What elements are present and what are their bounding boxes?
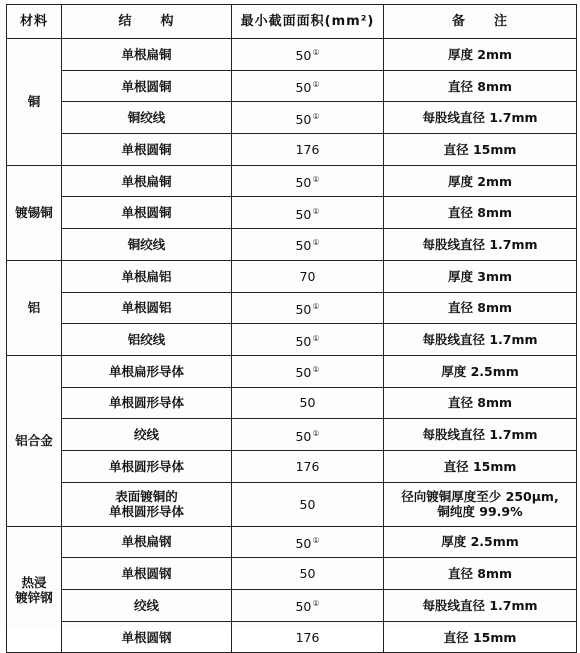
min-area-value: 50: [295, 535, 312, 551]
structure-cell: 铝绞线: [62, 324, 232, 356]
table-row: [7, 165, 577, 197]
min-area-cell: [232, 39, 384, 71]
min-area-cell: [232, 134, 384, 166]
footnote-mark: ①: [312, 175, 320, 185]
min-area-value: 50: [295, 175, 312, 191]
remark-cell: 直径 15mm: [384, 134, 577, 166]
remark-cell: 厚度 2mm: [384, 39, 577, 71]
remark-cell: 每股线直径 1.7mm: [384, 102, 577, 134]
min-area-value: 50: [299, 395, 316, 411]
structure-cell: 单根圆铝: [62, 292, 232, 324]
material-cell: 铜: [7, 39, 62, 166]
min-area-value: 50: [295, 238, 312, 254]
min-area-value: 50: [295, 428, 312, 444]
min-area-cell: [232, 355, 384, 387]
header-structure: 结 构: [62, 5, 232, 39]
min-area-cell: [232, 292, 384, 324]
min-area-value: 50: [295, 206, 312, 222]
remark-cell: 直径 15mm: [384, 621, 577, 653]
remark-cell: 每股线直径 1.7mm: [384, 590, 577, 622]
table-row: [7, 387, 577, 419]
table-row: [7, 558, 577, 590]
table-row: [7, 450, 577, 482]
min-area-value: 50: [299, 566, 316, 582]
structure-cell: 单根圆钢: [62, 621, 232, 653]
min-area-cell: [232, 70, 384, 102]
footnote-mark: ①: [312, 428, 320, 438]
remark-cell: 直径 15mm: [384, 450, 577, 482]
min-area-cell: [232, 197, 384, 229]
min-area-value: 50: [295, 365, 312, 381]
remark-cell: 厚度 2.5mm: [384, 355, 577, 387]
structure-cell: 单根圆铜: [62, 197, 232, 229]
structure-cell: 单根圆钢: [62, 558, 232, 590]
min-area-value: 176: [295, 141, 320, 157]
remark-cell: 直径 8mm: [384, 197, 577, 229]
structure-cell: 表面镀铜的 单根圆形导体: [62, 482, 232, 526]
material-cell: 铝合金: [7, 355, 62, 526]
min-area-cell: [232, 526, 384, 558]
table-row: [7, 229, 577, 261]
header-remark: 备 注: [384, 5, 577, 39]
remark-cell: 厚度 2mm: [384, 165, 577, 197]
min-area-value: 50: [295, 80, 312, 96]
min-area-cell: [232, 387, 384, 419]
structure-cell: 单根扁铝: [62, 260, 232, 292]
structure-cell: 单根圆铜: [62, 134, 232, 166]
structure-cell: 绞线: [62, 590, 232, 622]
table-row: [7, 197, 577, 229]
min-area-value: 50: [295, 48, 312, 64]
header-material: 材料: [7, 5, 62, 39]
footnote-mark: ①: [312, 301, 320, 311]
footnote-mark: ①: [312, 48, 320, 58]
min-area-cell: [232, 558, 384, 590]
remark-cell: 径向镀铜厚度至少 250μm, 铜纯度 99.9%: [384, 482, 577, 526]
min-area-value: 70: [299, 268, 316, 284]
structure-cell: 铜绞线: [62, 102, 232, 134]
header-min-area: 最小截面面积(mm²): [232, 5, 384, 39]
structure-cell: 单根扁铜: [62, 165, 232, 197]
min-area-cell: [232, 324, 384, 356]
table-row: [7, 292, 577, 324]
remark-cell: 直径 8mm: [384, 387, 577, 419]
structure-cell: 单根圆形导体: [62, 450, 232, 482]
structure-cell: 单根扁形导体: [62, 355, 232, 387]
min-area-cell: [232, 621, 384, 653]
remark-cell: 直径 8mm: [384, 558, 577, 590]
structure-cell: 单根圆铜: [62, 70, 232, 102]
table-row: [7, 260, 577, 292]
min-area-value: 50: [295, 333, 312, 349]
table-row: [7, 39, 577, 71]
structure-cell: 单根圆形导体: [62, 387, 232, 419]
min-area-cell: [232, 450, 384, 482]
structure-cell: 单根扁铜: [62, 39, 232, 71]
footnote-mark: ①: [312, 80, 320, 90]
remark-cell: 每股线直径 1.7mm: [384, 324, 577, 356]
min-area-value: 176: [295, 629, 320, 645]
material-cell: 镀锡铜: [7, 165, 62, 260]
min-area-value: 50: [295, 301, 312, 317]
conductor-spec-table: [6, 4, 577, 653]
min-area-cell: [232, 482, 384, 526]
footnote-mark: ①: [312, 238, 320, 248]
table-row: [7, 70, 577, 102]
structure-cell: 单根扁钢: [62, 526, 232, 558]
footnote-mark: ①: [312, 535, 320, 545]
min-area-cell: [232, 165, 384, 197]
table-row: [7, 621, 577, 653]
table-row: [7, 526, 577, 558]
remark-cell: 厚度 3mm: [384, 260, 577, 292]
min-area-cell: [232, 590, 384, 622]
min-area-cell: [232, 229, 384, 261]
table-row: [7, 355, 577, 387]
min-area-value: 176: [295, 458, 320, 474]
structure-cell: 绞线: [62, 419, 232, 451]
material-cell: 热浸 镀锌钢: [7, 526, 62, 653]
material-cell: 铝: [7, 260, 62, 355]
remark-cell: 每股线直径 1.7mm: [384, 419, 577, 451]
footnote-mark: ①: [312, 599, 320, 609]
footnote-mark: ①: [312, 206, 320, 216]
remark-cell: 直径 8mm: [384, 70, 577, 102]
min-area-value: 50: [299, 496, 316, 512]
header-row: [7, 5, 577, 39]
remark-cell: 厚度 2.5mm: [384, 526, 577, 558]
table-row: [7, 134, 577, 166]
min-area-value: 50: [295, 111, 312, 127]
table-row: [7, 419, 577, 451]
table-row: [7, 482, 577, 526]
table-row: [7, 590, 577, 622]
remark-cell: 直径 8mm: [384, 292, 577, 324]
min-area-cell: [232, 260, 384, 292]
min-area-cell: [232, 102, 384, 134]
table-row: [7, 324, 577, 356]
structure-cell: 铜绞线: [62, 229, 232, 261]
min-area-cell: [232, 419, 384, 451]
remark-cell: 每股线直径 1.7mm: [384, 229, 577, 261]
footnote-mark: ①: [312, 111, 320, 121]
footnote-mark: ①: [312, 333, 320, 343]
footnote-mark: ①: [312, 365, 320, 375]
table-body: [7, 39, 577, 653]
table-row: [7, 102, 577, 134]
min-area-value: 50: [295, 599, 312, 615]
